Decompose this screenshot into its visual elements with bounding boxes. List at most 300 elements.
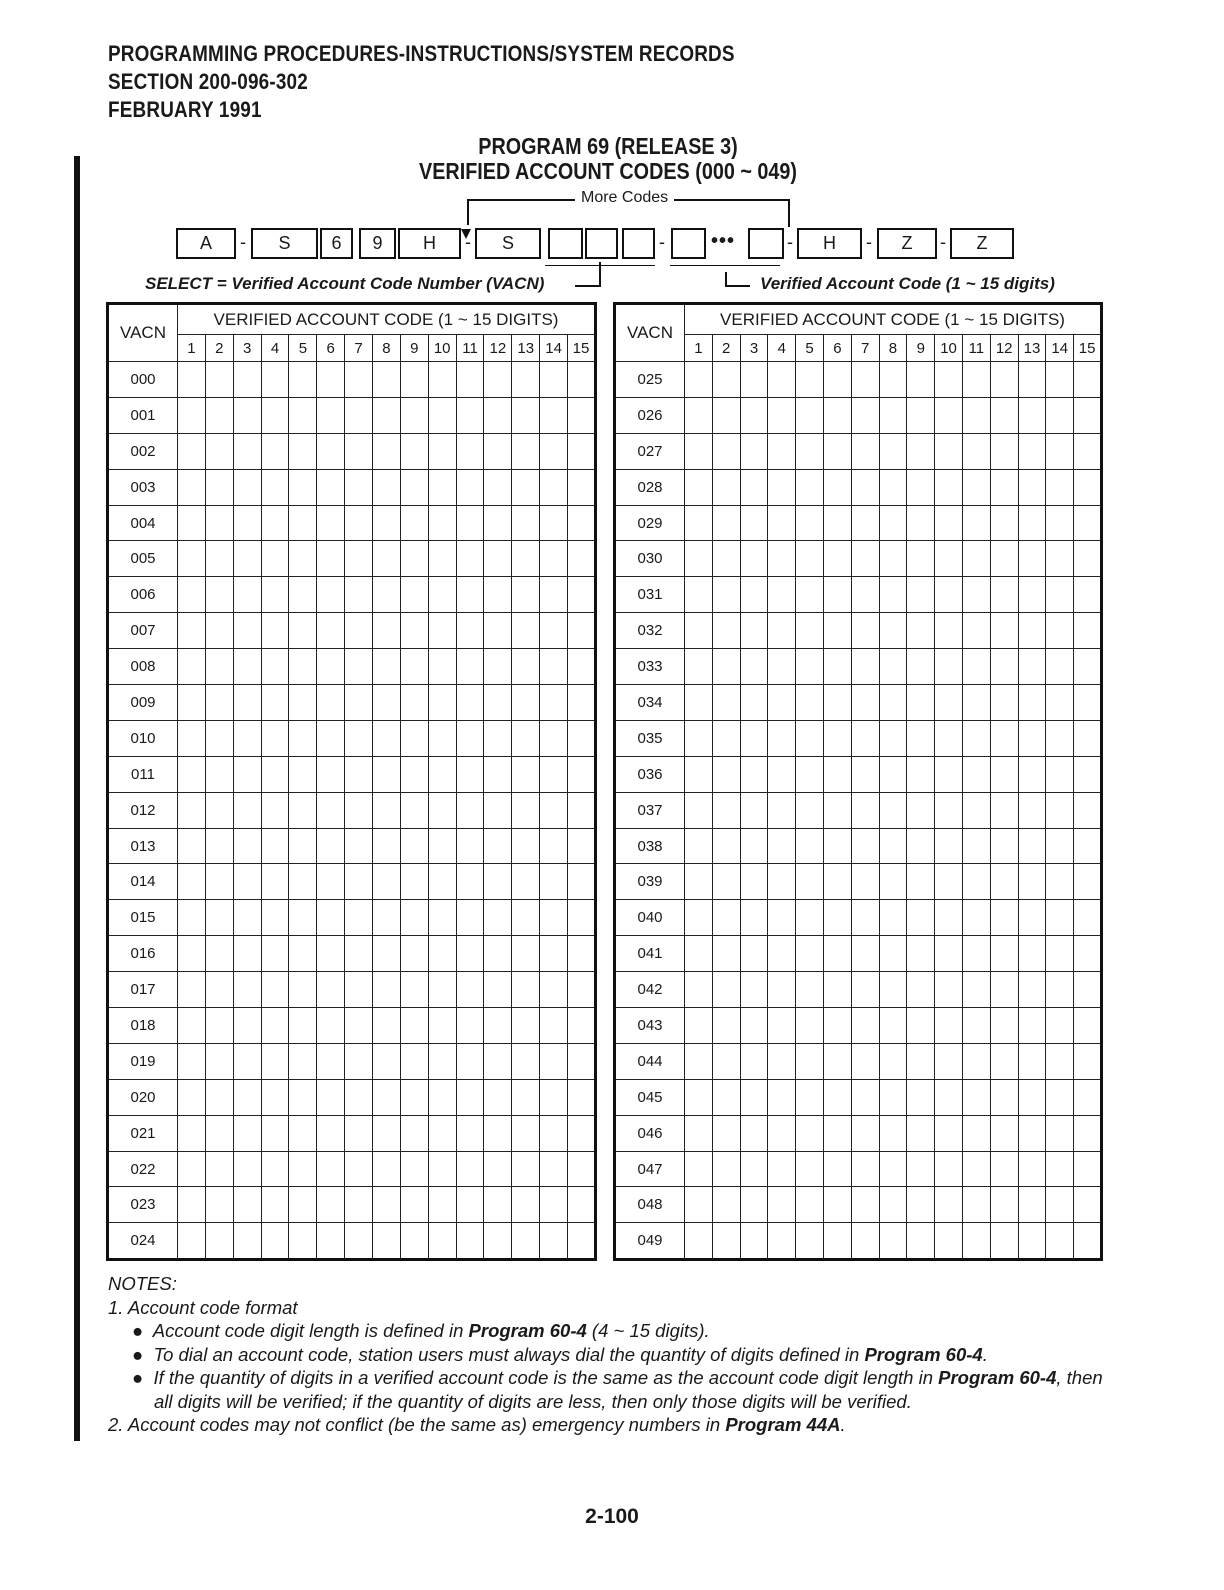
digit-entry-cell[interactable] — [851, 433, 879, 469]
digit-entry-cell[interactable] — [1018, 505, 1046, 541]
digit-entry-cell[interactable] — [796, 649, 824, 685]
digit-entry-cell[interactable] — [823, 362, 851, 398]
digit-entry-cell[interactable] — [289, 936, 317, 972]
digit-entry-cell[interactable] — [1074, 649, 1102, 685]
digit-entry-cell[interactable] — [1046, 541, 1074, 577]
digit-entry-cell[interactable] — [568, 756, 596, 792]
digit-entry-cell[interactable] — [685, 792, 713, 828]
digit-entry-cell[interactable] — [568, 792, 596, 828]
digit-entry-cell[interactable] — [345, 505, 373, 541]
digit-entry-cell[interactable] — [1046, 1115, 1074, 1151]
digit-entry-cell[interactable] — [1018, 1115, 1046, 1151]
digit-entry-cell[interactable] — [540, 397, 568, 433]
digit-entry-cell[interactable] — [400, 1151, 428, 1187]
digit-entry-cell[interactable] — [428, 936, 456, 972]
digit-entry-cell[interactable] — [289, 972, 317, 1008]
digit-entry-cell[interactable] — [712, 541, 740, 577]
digit-entry-cell[interactable] — [879, 828, 907, 864]
digit-entry-cell[interactable] — [205, 613, 233, 649]
digit-entry-cell[interactable] — [484, 613, 512, 649]
digit-entry-cell[interactable] — [990, 1187, 1018, 1223]
digit-entry-cell[interactable] — [261, 362, 289, 398]
digit-entry-cell[interactable] — [1018, 433, 1046, 469]
digit-entry-cell[interactable] — [261, 541, 289, 577]
digit-entry-cell[interactable] — [568, 1079, 596, 1115]
digit-entry-cell[interactable] — [796, 397, 824, 433]
digit-entry-cell[interactable] — [568, 720, 596, 756]
digit-entry-cell[interactable] — [568, 649, 596, 685]
digit-entry-cell[interactable] — [512, 433, 540, 469]
digit-entry-cell[interactable] — [685, 362, 713, 398]
digit-entry-cell[interactable] — [512, 900, 540, 936]
digit-entry-cell[interactable] — [233, 756, 261, 792]
digit-entry-cell[interactable] — [484, 541, 512, 577]
digit-entry-cell[interactable] — [345, 1008, 373, 1044]
digit-entry-cell[interactable] — [400, 720, 428, 756]
digit-entry-cell[interactable] — [373, 1223, 401, 1260]
digit-entry-cell[interactable] — [1018, 1079, 1046, 1115]
digit-entry-cell[interactable] — [823, 469, 851, 505]
digit-entry-cell[interactable] — [373, 1151, 401, 1187]
digit-entry-cell[interactable] — [289, 541, 317, 577]
digit-entry-cell[interactable] — [428, 1151, 456, 1187]
digit-entry-cell[interactable] — [879, 1223, 907, 1260]
digit-entry-cell[interactable] — [568, 469, 596, 505]
digit-entry-cell[interactable] — [740, 756, 768, 792]
digit-entry-cell[interactable] — [289, 1115, 317, 1151]
digit-entry-cell[interactable] — [962, 505, 990, 541]
digit-entry-cell[interactable] — [1074, 541, 1102, 577]
digit-entry-cell[interactable] — [879, 577, 907, 613]
digit-entry-cell[interactable] — [879, 900, 907, 936]
digit-entry-cell[interactable] — [712, 1115, 740, 1151]
digit-entry-cell[interactable] — [1046, 936, 1074, 972]
digit-entry-cell[interactable] — [484, 1079, 512, 1115]
digit-entry-cell[interactable] — [935, 1151, 963, 1187]
digit-entry-cell[interactable] — [233, 1223, 261, 1260]
digit-entry-cell[interactable] — [345, 613, 373, 649]
digit-entry-cell[interactable] — [428, 1187, 456, 1223]
digit-entry-cell[interactable] — [907, 541, 935, 577]
digit-entry-cell[interactable] — [261, 756, 289, 792]
digit-entry-cell[interactable] — [456, 1079, 484, 1115]
digit-entry-cell[interactable] — [796, 613, 824, 649]
digit-entry-cell[interactable] — [712, 756, 740, 792]
digit-entry-cell[interactable] — [373, 756, 401, 792]
digit-entry-cell[interactable] — [907, 505, 935, 541]
digit-entry-cell[interactable] — [823, 1187, 851, 1223]
digit-entry-cell[interactable] — [1074, 900, 1102, 936]
digit-entry-cell[interactable] — [484, 397, 512, 433]
digit-entry-cell[interactable] — [851, 900, 879, 936]
digit-entry-cell[interactable] — [712, 1187, 740, 1223]
digit-entry-cell[interactable] — [512, 864, 540, 900]
digit-entry-cell[interactable] — [990, 864, 1018, 900]
digit-entry-cell[interactable] — [400, 1079, 428, 1115]
digit-entry-cell[interactable] — [1046, 720, 1074, 756]
digit-entry-cell[interactable] — [178, 1043, 206, 1079]
digit-entry-cell[interactable] — [261, 828, 289, 864]
digit-entry-cell[interactable] — [768, 1151, 796, 1187]
digit-entry-cell[interactable] — [851, 505, 879, 541]
digit-entry-cell[interactable] — [935, 685, 963, 721]
digit-entry-cell[interactable] — [428, 972, 456, 1008]
digit-entry-cell[interactable] — [345, 720, 373, 756]
digit-entry-cell[interactable] — [935, 577, 963, 613]
digit-entry-cell[interactable] — [205, 828, 233, 864]
digit-entry-cell[interactable] — [205, 900, 233, 936]
digit-entry-cell[interactable] — [456, 972, 484, 1008]
digit-entry-cell[interactable] — [261, 469, 289, 505]
digit-entry-cell[interactable] — [373, 864, 401, 900]
digit-entry-cell[interactable] — [685, 685, 713, 721]
digit-entry-cell[interactable] — [1074, 1008, 1102, 1044]
digit-entry-cell[interactable] — [205, 1223, 233, 1260]
digit-entry-cell[interactable] — [540, 1223, 568, 1260]
digit-entry-cell[interactable] — [1074, 577, 1102, 613]
digit-entry-cell[interactable] — [205, 397, 233, 433]
digit-entry-cell[interactable] — [345, 864, 373, 900]
digit-entry-cell[interactable] — [400, 613, 428, 649]
digit-entry-cell[interactable] — [317, 1043, 345, 1079]
digit-entry-cell[interactable] — [205, 685, 233, 721]
digit-entry-cell[interactable] — [1018, 1223, 1046, 1260]
digit-entry-cell[interactable] — [345, 541, 373, 577]
digit-entry-cell[interactable] — [540, 469, 568, 505]
digit-entry-cell[interactable] — [568, 397, 596, 433]
digit-entry-cell[interactable] — [962, 433, 990, 469]
digit-entry-cell[interactable] — [512, 649, 540, 685]
digit-entry-cell[interactable] — [740, 792, 768, 828]
digit-entry-cell[interactable] — [685, 541, 713, 577]
digit-entry-cell[interactable] — [512, 1115, 540, 1151]
digit-entry-cell[interactable] — [540, 972, 568, 1008]
digit-entry-cell[interactable] — [205, 792, 233, 828]
digit-entry-cell[interactable] — [540, 649, 568, 685]
digit-entry-cell[interactable] — [935, 1043, 963, 1079]
digit-entry-cell[interactable] — [178, 649, 206, 685]
digit-entry-cell[interactable] — [373, 685, 401, 721]
digit-entry-cell[interactable] — [484, 756, 512, 792]
digit-entry-cell[interactable] — [879, 397, 907, 433]
digit-entry-cell[interactable] — [373, 362, 401, 398]
digit-entry-cell[interactable] — [907, 1223, 935, 1260]
digit-entry-cell[interactable] — [317, 613, 345, 649]
digit-entry-cell[interactable] — [178, 936, 206, 972]
digit-entry-cell[interactable] — [484, 1008, 512, 1044]
digit-entry-cell[interactable] — [400, 433, 428, 469]
digit-entry-cell[interactable] — [823, 936, 851, 972]
digit-entry-cell[interactable] — [317, 1079, 345, 1115]
digit-entry-cell[interactable] — [823, 397, 851, 433]
digit-entry-cell[interactable] — [400, 1115, 428, 1151]
digit-entry-cell[interactable] — [178, 1187, 206, 1223]
digit-entry-cell[interactable] — [512, 936, 540, 972]
digit-entry-cell[interactable] — [740, 433, 768, 469]
digit-entry-cell[interactable] — [345, 649, 373, 685]
digit-entry-cell[interactable] — [261, 397, 289, 433]
digit-entry-cell[interactable] — [568, 505, 596, 541]
digit-entry-cell[interactable] — [962, 900, 990, 936]
digit-entry-cell[interactable] — [233, 1187, 261, 1223]
digit-entry-cell[interactable] — [879, 649, 907, 685]
digit-entry-cell[interactable] — [935, 469, 963, 505]
digit-entry-cell[interactable] — [317, 1223, 345, 1260]
digit-entry-cell[interactable] — [456, 397, 484, 433]
digit-entry-cell[interactable] — [261, 864, 289, 900]
digit-entry-cell[interactable] — [768, 1223, 796, 1260]
digit-entry-cell[interactable] — [456, 613, 484, 649]
digit-entry-cell[interactable] — [205, 972, 233, 1008]
digit-entry-cell[interactable] — [178, 864, 206, 900]
digit-entry-cell[interactable] — [261, 613, 289, 649]
digit-entry-cell[interactable] — [796, 756, 824, 792]
digit-entry-cell[interactable] — [768, 828, 796, 864]
digit-entry-cell[interactable] — [373, 936, 401, 972]
digit-entry-cell[interactable] — [1074, 756, 1102, 792]
digit-entry-cell[interactable] — [712, 936, 740, 972]
digit-entry-cell[interactable] — [568, 1115, 596, 1151]
digit-entry-cell[interactable] — [740, 900, 768, 936]
digit-entry-cell[interactable] — [879, 756, 907, 792]
digit-entry-cell[interactable] — [1074, 362, 1102, 398]
digit-entry-cell[interactable] — [400, 864, 428, 900]
digit-entry-cell[interactable] — [373, 1079, 401, 1115]
digit-entry-cell[interactable] — [712, 972, 740, 1008]
digit-entry-cell[interactable] — [962, 792, 990, 828]
digit-entry-cell[interactable] — [879, 1187, 907, 1223]
digit-entry-cell[interactable] — [373, 972, 401, 1008]
digit-entry-cell[interactable] — [1074, 864, 1102, 900]
digit-entry-cell[interactable] — [178, 972, 206, 1008]
digit-entry-cell[interactable] — [484, 864, 512, 900]
digit-entry-cell[interactable] — [400, 900, 428, 936]
digit-entry-cell[interactable] — [823, 864, 851, 900]
digit-entry-cell[interactable] — [1046, 1079, 1074, 1115]
digit-entry-cell[interactable] — [568, 900, 596, 936]
digit-entry-cell[interactable] — [317, 541, 345, 577]
digit-entry-cell[interactable] — [233, 1008, 261, 1044]
digit-entry-cell[interactable] — [1074, 1223, 1102, 1260]
digit-entry-cell[interactable] — [990, 1223, 1018, 1260]
digit-entry-cell[interactable] — [879, 1008, 907, 1044]
digit-entry-cell[interactable] — [851, 541, 879, 577]
digit-entry-cell[interactable] — [289, 362, 317, 398]
digit-entry-cell[interactable] — [796, 900, 824, 936]
digit-entry-cell[interactable] — [935, 792, 963, 828]
digit-entry-cell[interactable] — [851, 1079, 879, 1115]
digit-entry-cell[interactable] — [456, 649, 484, 685]
digit-entry-cell[interactable] — [400, 685, 428, 721]
digit-entry-cell[interactable] — [712, 1079, 740, 1115]
digit-entry-cell[interactable] — [796, 1223, 824, 1260]
digit-entry-cell[interactable] — [289, 900, 317, 936]
digit-entry-cell[interactable] — [540, 1187, 568, 1223]
digit-entry-cell[interactable] — [740, 1223, 768, 1260]
digit-entry-cell[interactable] — [289, 397, 317, 433]
digit-entry-cell[interactable] — [456, 756, 484, 792]
digit-entry-cell[interactable] — [178, 720, 206, 756]
digit-entry-cell[interactable] — [823, 613, 851, 649]
digit-entry-cell[interactable] — [345, 433, 373, 469]
digit-entry-cell[interactable] — [317, 505, 345, 541]
digit-entry-cell[interactable] — [178, 541, 206, 577]
digit-entry-cell[interactable] — [1074, 433, 1102, 469]
digit-entry-cell[interactable] — [178, 828, 206, 864]
digit-entry-cell[interactable] — [796, 433, 824, 469]
digit-entry-cell[interactable] — [768, 685, 796, 721]
digit-entry-cell[interactable] — [233, 1115, 261, 1151]
digit-entry-cell[interactable] — [178, 685, 206, 721]
digit-entry-cell[interactable] — [740, 505, 768, 541]
digit-entry-cell[interactable] — [205, 469, 233, 505]
digit-entry-cell[interactable] — [935, 900, 963, 936]
digit-entry-cell[interactable] — [907, 936, 935, 972]
digit-entry-cell[interactable] — [990, 541, 1018, 577]
digit-entry-cell[interactable] — [317, 900, 345, 936]
digit-entry-cell[interactable] — [317, 433, 345, 469]
digit-entry-cell[interactable] — [962, 720, 990, 756]
digit-entry-cell[interactable] — [456, 1008, 484, 1044]
digit-entry-cell[interactable] — [990, 900, 1018, 936]
digit-entry-cell[interactable] — [796, 1043, 824, 1079]
digit-entry-cell[interactable] — [740, 469, 768, 505]
digit-entry-cell[interactable] — [205, 1187, 233, 1223]
digit-entry-cell[interactable] — [823, 792, 851, 828]
digit-entry-cell[interactable] — [205, 433, 233, 469]
digit-entry-cell[interactable] — [540, 936, 568, 972]
digit-entry-cell[interactable] — [205, 1043, 233, 1079]
digit-entry-cell[interactable] — [685, 828, 713, 864]
digit-entry-cell[interactable] — [1018, 756, 1046, 792]
digit-entry-cell[interactable] — [1018, 1043, 1046, 1079]
digit-entry-cell[interactable] — [428, 433, 456, 469]
digit-entry-cell[interactable] — [178, 577, 206, 613]
digit-entry-cell[interactable] — [512, 1079, 540, 1115]
digit-entry-cell[interactable] — [768, 900, 796, 936]
digit-entry-cell[interactable] — [205, 649, 233, 685]
digit-entry-cell[interactable] — [317, 972, 345, 1008]
digit-entry-cell[interactable] — [261, 1115, 289, 1151]
digit-entry-cell[interactable] — [685, 397, 713, 433]
digit-entry-cell[interactable] — [428, 1223, 456, 1260]
digit-entry-cell[interactable] — [373, 577, 401, 613]
digit-entry-cell[interactable] — [823, 577, 851, 613]
digit-entry-cell[interactable] — [768, 972, 796, 1008]
digit-entry-cell[interactable] — [540, 613, 568, 649]
digit-entry-cell[interactable] — [1018, 577, 1046, 613]
digit-entry-cell[interactable] — [345, 362, 373, 398]
digit-entry-cell[interactable] — [1046, 649, 1074, 685]
digit-entry-cell[interactable] — [685, 1008, 713, 1044]
digit-entry-cell[interactable] — [740, 1115, 768, 1151]
digit-entry-cell[interactable] — [512, 1151, 540, 1187]
digit-entry-cell[interactable] — [712, 828, 740, 864]
digit-entry-cell[interactable] — [796, 936, 824, 972]
digit-entry-cell[interactable] — [768, 505, 796, 541]
digit-entry-cell[interactable] — [851, 1223, 879, 1260]
digit-entry-cell[interactable] — [540, 1008, 568, 1044]
digit-entry-cell[interactable] — [740, 972, 768, 1008]
digit-entry-cell[interactable] — [1046, 577, 1074, 613]
digit-entry-cell[interactable] — [879, 613, 907, 649]
digit-entry-cell[interactable] — [317, 864, 345, 900]
digit-entry-cell[interactable] — [540, 362, 568, 398]
digit-entry-cell[interactable] — [261, 505, 289, 541]
digit-entry-cell[interactable] — [685, 864, 713, 900]
digit-entry-cell[interactable] — [712, 1223, 740, 1260]
digit-entry-cell[interactable] — [685, 756, 713, 792]
digit-entry-cell[interactable] — [907, 577, 935, 613]
digit-entry-cell[interactable] — [428, 720, 456, 756]
digit-entry-cell[interactable] — [205, 362, 233, 398]
digit-entry-cell[interactable] — [740, 685, 768, 721]
digit-entry-cell[interactable] — [428, 756, 456, 792]
digit-entry-cell[interactable] — [233, 362, 261, 398]
digit-entry-cell[interactable] — [512, 505, 540, 541]
digit-entry-cell[interactable] — [879, 972, 907, 1008]
digit-entry-cell[interactable] — [400, 1008, 428, 1044]
digit-entry-cell[interactable] — [935, 362, 963, 398]
digit-entry-cell[interactable] — [456, 362, 484, 398]
digit-entry-cell[interactable] — [233, 397, 261, 433]
digit-entry-cell[interactable] — [907, 433, 935, 469]
digit-entry-cell[interactable] — [768, 1079, 796, 1115]
digit-entry-cell[interactable] — [962, 1008, 990, 1044]
digit-entry-cell[interactable] — [261, 1223, 289, 1260]
digit-entry-cell[interactable] — [428, 649, 456, 685]
digit-entry-cell[interactable] — [233, 864, 261, 900]
digit-entry-cell[interactable] — [823, 756, 851, 792]
digit-entry-cell[interactable] — [178, 1079, 206, 1115]
digit-entry-cell[interactable] — [345, 685, 373, 721]
digit-entry-cell[interactable] — [1046, 900, 1074, 936]
digit-entry-cell[interactable] — [796, 1008, 824, 1044]
digit-entry-cell[interactable] — [289, 792, 317, 828]
digit-entry-cell[interactable] — [233, 972, 261, 1008]
digit-entry-cell[interactable] — [205, 1151, 233, 1187]
digit-entry-cell[interactable] — [685, 577, 713, 613]
digit-entry-cell[interactable] — [990, 397, 1018, 433]
digit-entry-cell[interactable] — [205, 505, 233, 541]
digit-entry-cell[interactable] — [345, 577, 373, 613]
digit-entry-cell[interactable] — [289, 1043, 317, 1079]
digit-entry-cell[interactable] — [233, 505, 261, 541]
digit-entry-cell[interactable] — [685, 900, 713, 936]
digit-entry-cell[interactable] — [907, 900, 935, 936]
digit-entry-cell[interactable] — [851, 1151, 879, 1187]
digit-entry-cell[interactable] — [879, 720, 907, 756]
digit-entry-cell[interactable] — [712, 1043, 740, 1079]
digit-entry-cell[interactable] — [1046, 613, 1074, 649]
digit-entry-cell[interactable] — [768, 1043, 796, 1079]
digit-entry-cell[interactable] — [796, 864, 824, 900]
digit-entry-cell[interactable] — [345, 900, 373, 936]
digit-entry-cell[interactable] — [178, 756, 206, 792]
digit-entry-cell[interactable] — [685, 469, 713, 505]
digit-entry-cell[interactable] — [456, 900, 484, 936]
digit-entry-cell[interactable] — [796, 1187, 824, 1223]
digit-entry-cell[interactable] — [1074, 1043, 1102, 1079]
digit-entry-cell[interactable] — [685, 1115, 713, 1151]
digit-entry-cell[interactable] — [317, 469, 345, 505]
digit-entry-cell[interactable] — [345, 1079, 373, 1115]
digit-entry-cell[interactable] — [484, 505, 512, 541]
digit-entry-cell[interactable] — [289, 469, 317, 505]
digit-entry-cell[interactable] — [1018, 720, 1046, 756]
digit-entry-cell[interactable] — [879, 864, 907, 900]
digit-entry-cell[interactable] — [768, 720, 796, 756]
